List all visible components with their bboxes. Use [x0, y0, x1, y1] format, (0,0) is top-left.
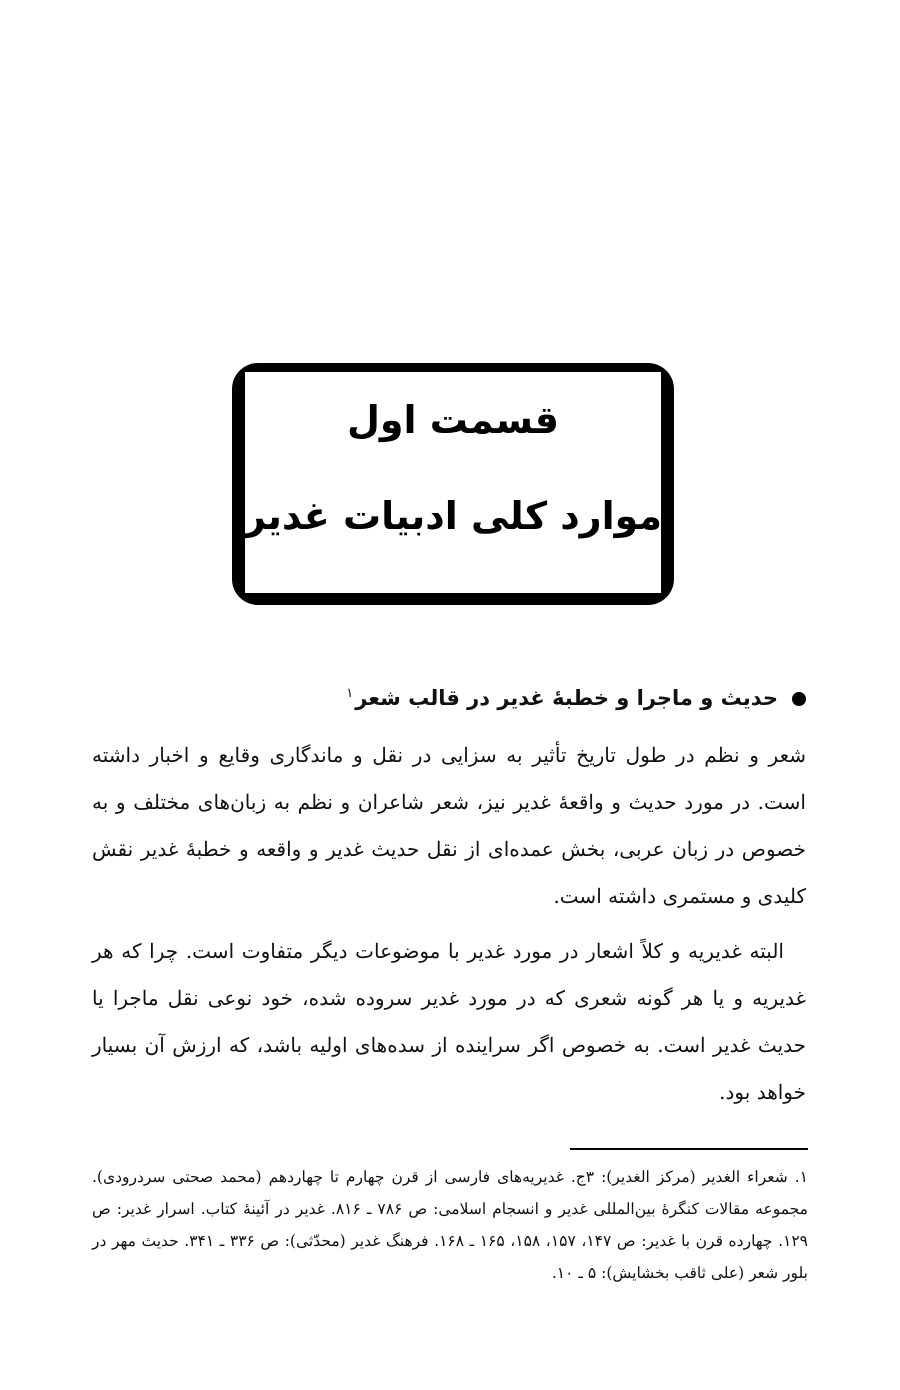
paragraph-1: شعر و نظم در طول تاریخ تأثیر به سزایی در نقل و ماندگاری وقایع و اخبار داشته است. در مورد حدیث و واقعهٔ غدیر نیز، شعر شاعران و نظم به زبان‌های مختلف و به خصوص در زبان عربی، بخش عمده‌ای از نقل حدیث غدیر و واقعه و خطبهٔ غدیر نقش کلیدی و مستمری داشته است.	[92, 743, 806, 908]
bullet-icon	[792, 692, 806, 706]
footnote-divider	[570, 1148, 808, 1150]
paragraph-2-text: البته غدیریه و کلاً اشعار در مورد غدیر با موضوعات دیگر متفاوت است. چرا که هر غدیریه و یا هر گونه شعری که در مورد غدیر سروده شده، خود نوعی نقل ماجرا یا حدیث غدیر است. به خصوص اگر سراینده از سده‌های اولیه باشد، که ارزش آن بسیار خواهد بود.	[92, 939, 806, 1104]
section-heading	[86, 686, 806, 710]
part-subtitle: موارد کلی ادبیات غدیر	[243, 494, 663, 538]
section-heading-text: حدیث و ماجرا و خطبهٔ غدیر در قالب شعر	[355, 686, 778, 710]
part-title: قسمت اول	[346, 398, 560, 442]
footnote: ۱. شعراء الغدیر (مرکز الغدیر): ۳ج. غدیریه‌های فارسی از قرن چهارم تا چهاردهم (محمد صحتی سردرودی). مجموعه مقالات کنگرهٔ بین‌المللی غدیر و انسجام اسلامی: ص ۷۸۶ ـ ۸۱۶. غدیر در آئینهٔ کتاب. اسرار غدیر: ص ۱۲۹. چهارده قرن با غدیر: ص ۱۴۷، ۱۵۷، ۱۵۸، ۱۶۵ ـ ۱۶۸. فرهنگ غدیر (محدّثی): ص ۳۳۶ ـ ۳۴۱. حدیث مهر در بلور شعر (علی ثاقب بخشایش): ۵ ـ ۱۰.	[92, 1168, 808, 1282]
footnote-reference: ۱	[346, 686, 354, 701]
paragraph-2	[92, 928, 806, 1116]
